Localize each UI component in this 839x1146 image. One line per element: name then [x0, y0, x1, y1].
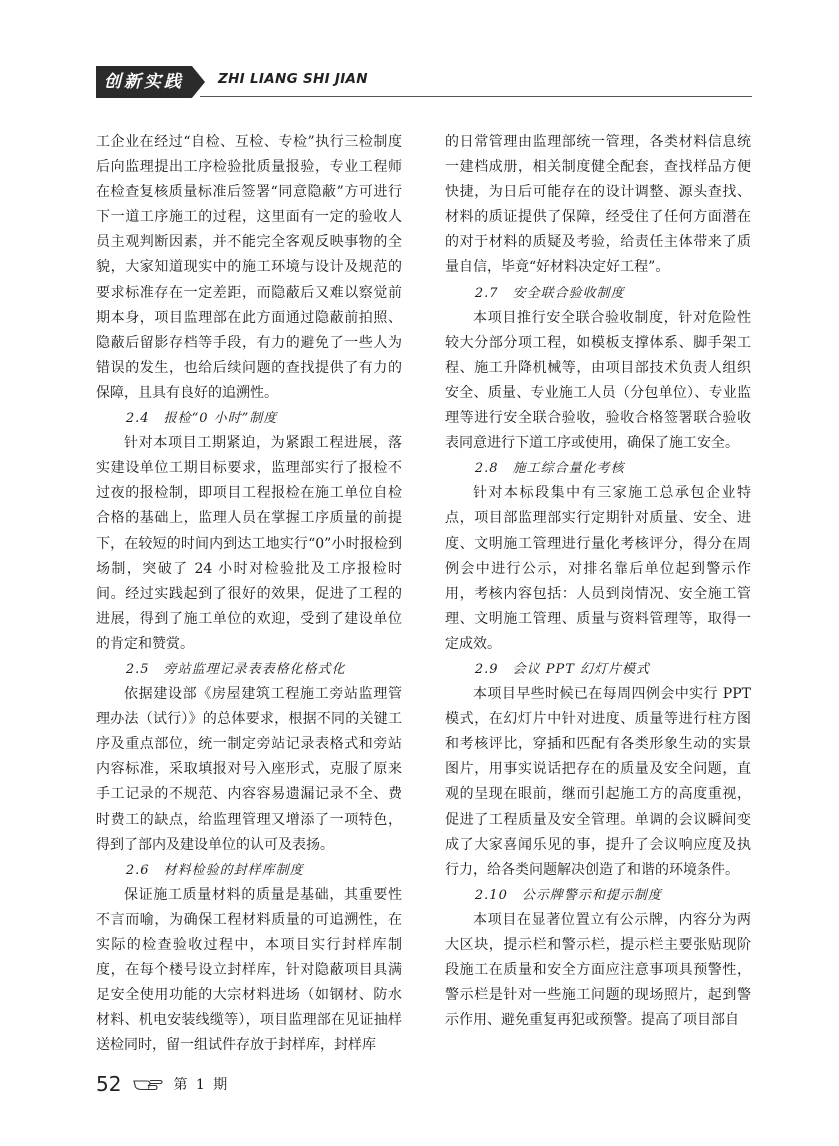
section-heading: 2.5 旁站监理记录表表格化格式化 [125, 661, 346, 677]
body-paragraph: 针对本标段集中有三家施工总承包企业特点，项目部监理部实行定期针对质量、安全、进度、文明施工管理进行量化考核评分，得分在周例会中进行公示，对排名靠后单位起到警示作用，考核内容包括：人员到岗情况、安全施工管理、文明施工管理、质量与资料管理等，取得一定成效。 [445, 485, 751, 652]
issue-label: 第 1 期 [173, 1077, 230, 1093]
section-heading: 2.4 报检“0 小时”制度 [125, 411, 278, 427]
right-column [445, 130, 751, 1033]
section-heading: 2.10 公示牌警示和提示制度 [474, 887, 662, 903]
body-paragraph: 本项目早些时候已在每周四例会中实行 PPT 模式，在幻灯片中针对进度、质量等进行柱方图和考核评比，穿插和匹配有各类形象生动的实景图片，用事实说话把存在的质量及安全问题，直观的呈现在眼前，继而引起施工方的高度重视，促进了工程质量及安全管理。单调的会议瞬间变成了大家喜闻乐见的事，提升了会议响应度及执行力，给各类问题解决创造了和谐的环境条件。 [445, 686, 751, 878]
left-column [96, 130, 402, 1058]
body-paragraph: 的日常管理由监理部统一管理，各类材料信息统一建档成册，相关制度健全配套，查找样品方便快捷，为日后可能存在的设计调整、源头查找、材料的质证提供了保障，经受住了任何方面潜在的对于材料的质疑及考验，给责任主体带来了质量自信，毕竟“好材料决定好工程”。 [445, 134, 751, 276]
header-rule [200, 96, 752, 97]
section-heading: 2.7 安全联合验收制度 [474, 285, 625, 301]
section-subtitle: ZHI LIANG SHI JIAN [218, 71, 368, 87]
pointing-hand-icon [133, 1076, 163, 1092]
body-paragraph: 依据建设部《房屋建筑工程施工旁站监理管理办法（试行）》的总体要求，根据不同的关键工序及重点部位，统一制定旁站记录表格式和旁站内容标准，采取填报对号入座形式，克服了原来手工记录的不规范、内容容易遗漏记录不全、费时费工的缺点，给监理管理又增添了一项特色，得到了部内及建设单位的认可及表扬。 [96, 686, 402, 853]
body-paragraph: 本项目推行安全联合验收制度，针对危险性较大分部分项工程，如模板支撑体系、脚手架工程、施工升降机械等，由项目部技术负责人组织安全、质量、专业施工人员（分包单位）、专业监理等进行安全联合验收，验收合格签署联合验收表同意进行下道工序或使用，确保了施工安全。 [445, 309, 751, 452]
page-number: 52 [96, 1072, 122, 1096]
section-label: 创新实践 [104, 72, 184, 92]
section-heading: 2.6 材料检验的封样库制度 [125, 862, 304, 878]
body-paragraph: 针对本项目工期紧迫，为紧跟工程进展，落实建设单位工期目标要求，监理部实行了报检不过夜的报检制，即项目工程报检在施工单位自检合格的基础上，监理人员在掌握工序质量的前提下，在较短的时间内到达工地实行“0”小时报检到场制，突破了 24 小时对检验批及工序报检时间。经过实践起到了很好的效果，促进了工程的进展，得到了施工单位的欢迎，受到了建设单位的肯定和赞赏。 [96, 435, 402, 652]
body-paragraph: 工企业在经过“自检、互检、专检”执行三检制度后向监理提出工序检验批质量报验，专业工程师在检查复核质量标准后签署“同意隐蔽”方可进行下一道工序施工的过程，这里面有一定的验收人员主观判断因素，并不能完全客观反映事物的全貌，大家知道现实中的施工环境与设计及规范的要求标准存在一定差距，而隐蔽后又难以察觉前期本身，项目监理部在此方面通过隐蔽前拍照、隐蔽后留影存档等手段，有力的避免了一些人为错误的发生，也给后续问题的查找提供了有力的保障，且具有良好的追溯性。 [96, 134, 402, 401]
page-footer [96, 1069, 229, 1099]
section-heading: 2.8 施工综合量化考核 [474, 461, 625, 477]
section-heading: 2.9 会议 PPT 幻灯片模式 [474, 661, 650, 677]
body-paragraph: 本项目在显著位置立有公示牌，内容分为两大区块，提示栏和警示栏，提示栏主要张贴现阶段施工在质量和安全方面应注意事项具预警性，警示栏是针对一些施工问题的现场照片，起到警示作用、避免重复再犯或预警。提高了项目部自 [445, 911, 751, 1029]
body-paragraph: 保证施工质量材料的质量是基础，其重要性不言而喻，为确保工程材料质量的可追溯性，在实际的检查验收过程中，本项目实行封样库制度，在每个楼号设立封样库，针对隐蔽项目具满足安全使用功能的大宗材料进场（如钢材、防水材料、机电安装线缆等），项目监理部在见证抽样送检同时，留一组试件存放于封样库，封样库 [96, 886, 402, 1054]
